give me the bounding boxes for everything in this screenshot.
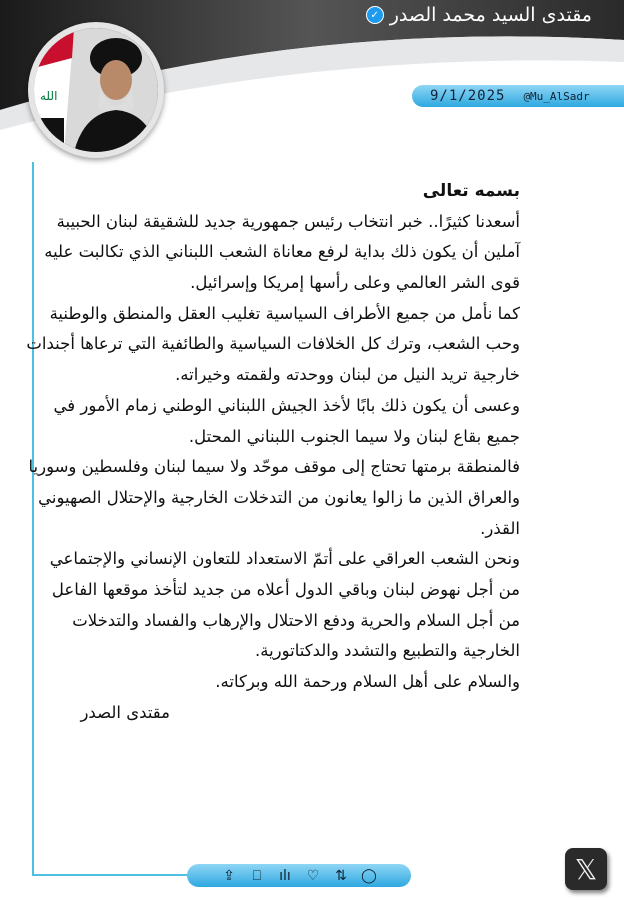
post-signature: مقتدى الصدر [80,702,170,722]
bookmark-icon[interactable]: ⎕ [252,867,262,884]
avatar-image [34,28,158,152]
verified-badge-icon: ✓ [366,6,384,24]
views-icon[interactable]: ılı [279,867,291,884]
reply-icon[interactable]: ◯ [361,867,377,884]
post-line: أسعدنا كثيرًا.. خبر انتخاب رئيس جمهورية جديد للشقيقة لبنان الحبيبة [56,211,520,231]
post-line: خارجية تريد النيل من لبنان ووحدته ولقمته وخيراته. [175,365,520,385]
post-line: وحب الشعب، وترك كل الخلافات السياسية والطائفية التي ترعاها أجندات [26,334,520,354]
avatar[interactable] [28,22,164,158]
post-line: كما نأمل من جميع الأطراف السياسية تغليب العقل والمنطق والوطنية [49,303,520,323]
post-line: فالمنطقة برمتها تحتاج إلى موقف موحّد ولا سيما لبنان وفلسطين وسوريا [28,457,520,477]
post-line: قوى الشر العالمي وعلى رأسها إمريكا وإسرائيل. [190,273,520,293]
post-line: وعسى أن يكون ذلك بابًا لأخذ الجيش اللبناني الوطني زمام الأمور في [53,395,520,415]
post-line: آملين أن يكون ذلك بداية لرفع معاناة الشعب اللبناني الذي تكالبت عليه [44,242,520,262]
divider-line [32,874,192,876]
account-name: مقتدى السيد محمد الصدر ✓ [366,4,592,26]
date-handle-pill [412,85,624,107]
svg-text:الله: الله [40,89,58,103]
repost-icon[interactable]: ⇅ [335,867,347,884]
post-heading: بسمه تعالى [422,181,520,201]
post-line: من أجل السلام والحرية ودفع الاحتلال والإرهاب والفساد والتدخلات [72,610,520,630]
post-line: ونحن الشعب العراقي على أتمّ الاستعداد للتعاون الإنساني والإجتماعي [49,549,520,569]
post-line: القذر. [480,518,520,538]
post-line: والعراق الذين ما زالوا يعانون من التدخلات الخارجية والإحتلال الصهيوني [38,487,520,507]
share-icon[interactable]: ⇪ [223,867,235,884]
post-date: 9/1/2025 [430,88,506,104]
post-line: جميع بقاع لبنان ولا سيما الجنوب اللبناني المحتل. [188,426,520,446]
x-logo-icon: 𝕏 [565,848,607,890]
post-line: من أجل نهوض لبنان وباقي الدول أعلاه من جديد لتأخذ موقعها الفاعل [51,579,520,599]
like-icon[interactable]: ♡ [306,867,320,884]
action-bar [187,864,411,887]
post-body [26,176,520,728]
post-line: الخارجية والتطبيع والتشدد والدكتاتورية. [254,641,520,661]
post-line: والسلام على أهل السلام ورحمة الله وبركاته. [215,672,520,691]
account-handle[interactable]: @Mu_AlSadr [523,89,590,103]
